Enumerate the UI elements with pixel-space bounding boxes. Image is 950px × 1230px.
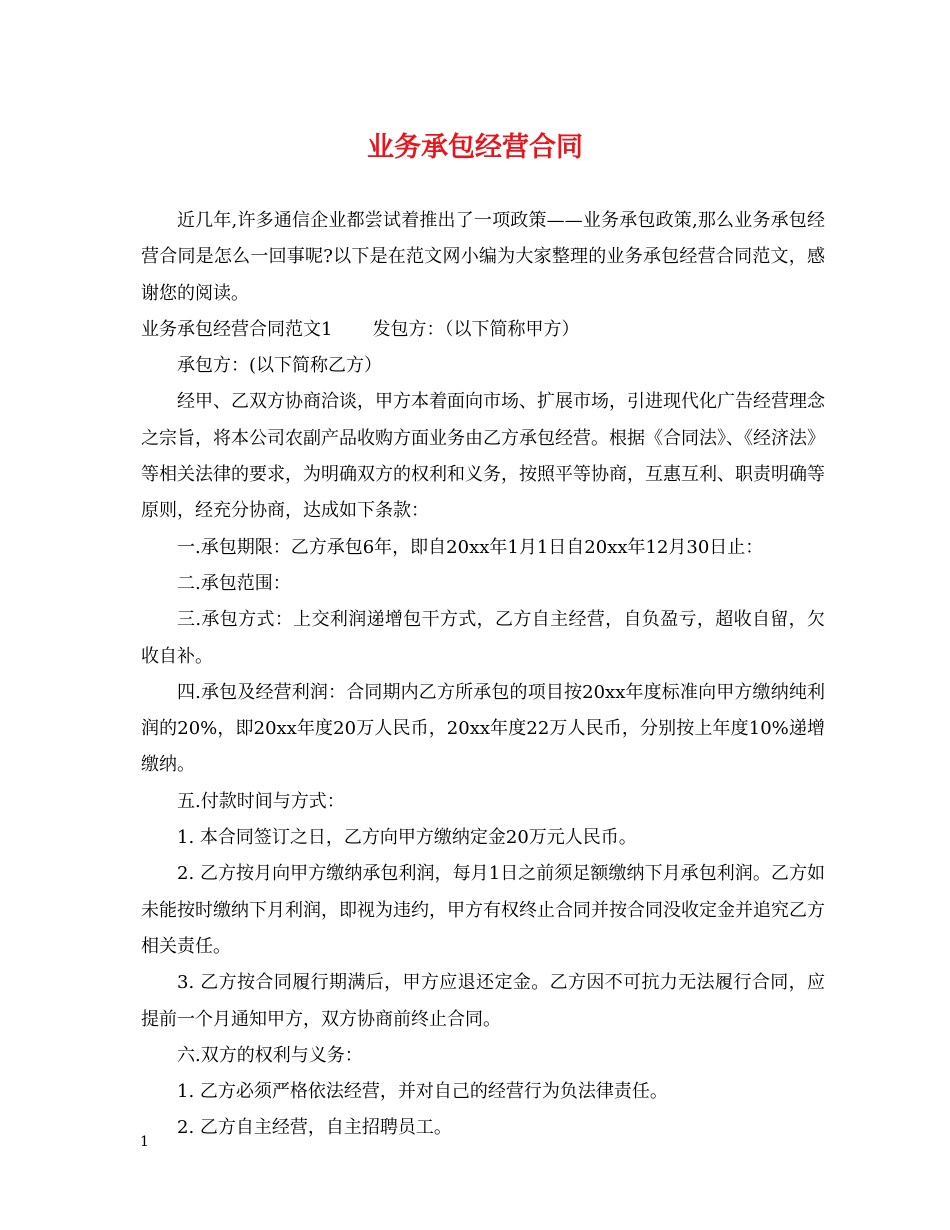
clause-6-item-2: 2. 乙方自主经营，自主招聘员工。 bbox=[177, 1117, 452, 1139]
clause-5-payment: 五.付款时间与方式： bbox=[177, 790, 345, 812]
document-body bbox=[141, 203, 825, 1147]
clause-5-item-3: 3. 乙方按合同履行期满后，甲方应退还定金。乙方因不可抗力无法履行合同，应提前一个月通知甲方，双方协商前终止合同。 bbox=[141, 972, 825, 1030]
clause-2-scope: 二.承包范围： bbox=[177, 572, 291, 594]
contractor-issuer-label: 发包方：（以下简称甲方） bbox=[372, 318, 580, 340]
clause-5-item-1: 1. 本合同签订之日，乙方向甲方缴纳定金20万元人民币。 bbox=[177, 827, 637, 849]
paragraph-sample-heading bbox=[141, 312, 825, 348]
clause-3-method: 三.承包方式：上交利润递增包干方式，乙方自主经营，自负盈亏，超收自留，欠收自补。 bbox=[141, 609, 825, 667]
document-title: 业务承包经营合同 bbox=[367, 132, 583, 163]
clause-6-rights: 六.双方的权利与义务： bbox=[177, 1044, 363, 1066]
paragraph-preamble: 经甲、乙双方协商洽谈，甲方本着面向市场、扩展市场，引进现代化广告经营理念之宗旨，将本公司农副产品收购方面业务由乙方承包经营。根据《合同法》、《经济法》等相关法律的要求，为明确双方的权利和义务，按照平等协商，互惠互利、职责明确等原则，经充分协商，达成如下条款： bbox=[141, 391, 825, 522]
paragraph-contractor: 承包方：(以下简称乙方） bbox=[177, 355, 383, 377]
clause-6-item-1: 1. 乙方必须严格依法经营，并对自己的经营行为负法律责任。 bbox=[177, 1081, 668, 1103]
clause-5-item-2: 2. 乙方按月向甲方缴纳承包利润，每月1日之前须足额缴纳下月承包利润。乙方如未能按时缴纳下月利润，即视为违约，甲方有权终止合同并按合同没收定金并追究乙方相关责任。 bbox=[141, 863, 825, 957]
clause-1-term: 一.承包期限：乙方承包6年，即自20xx年1月1日自20xx年12月30日止： bbox=[177, 536, 764, 558]
paragraph-intro: 近几年,许多通信企业都尝试着推出了一项政策——业务承包政策,那么业务承包经营合同是怎么一回事呢?以下是在范文网小编为大家整理的业务承包经营合同范文，感谢您的阅读。 bbox=[141, 210, 825, 304]
page-number: 1 bbox=[140, 1134, 149, 1150]
clause-4-profit: 四.承包及经营利润：合同期内乙方所承包的项目按20xx年度标准向甲方缴纳纯利润的20%，即20xx年度20万人民币，20xx年度22万人民币，分别按上年度10%递增缴纳。 bbox=[141, 681, 825, 776]
sample-title: 业务承包经营合同范文1 bbox=[141, 318, 333, 340]
